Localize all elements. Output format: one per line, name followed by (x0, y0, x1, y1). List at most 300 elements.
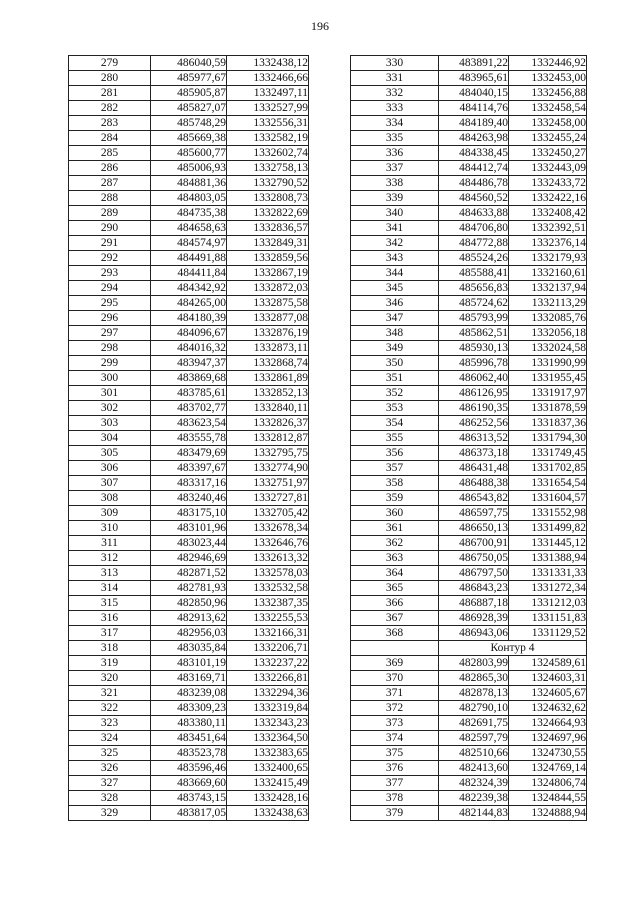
coordinate-y: 1332527,99 (227, 101, 309, 116)
coordinate-x: 482850,96 (151, 596, 227, 611)
coordinate-y: 1324589,61 (509, 656, 587, 671)
coordinate-x: 484263,98 (439, 131, 509, 146)
table-row (351, 461, 587, 476)
coordinate-x: 484114,76 (439, 101, 509, 116)
point-number: 357 (351, 461, 439, 476)
table-row (69, 146, 309, 161)
coordinate-x: 483451,64 (151, 731, 227, 746)
coordinate-y: 1332705,42 (227, 506, 309, 521)
coordinate-x: 484342,92 (151, 281, 227, 296)
coordinate-x: 486313,52 (439, 431, 509, 446)
coordinate-x: 483101,19 (151, 656, 227, 671)
coordinate-y: 1332836,57 (227, 221, 309, 236)
table-row (69, 296, 309, 311)
point-number: 325 (69, 746, 151, 761)
coordinate-x: 484560,52 (439, 191, 509, 206)
coordinate-x: 485905,87 (151, 86, 227, 101)
coordinate-x: 483869,68 (151, 371, 227, 386)
coordinate-y: 1324769,14 (509, 761, 587, 776)
coordinate-y: 1332294,36 (227, 686, 309, 701)
coordinate-y: 1331955,45 (509, 371, 587, 386)
coordinate-y: 1331212,03 (509, 596, 587, 611)
coordinate-x: 485793,99 (439, 311, 509, 326)
point-number: 306 (69, 461, 151, 476)
point-number: 347 (351, 311, 439, 326)
coordinate-y: 1332400,65 (227, 761, 309, 776)
table-row (69, 401, 309, 416)
point-number: 281 (69, 86, 151, 101)
table-row (69, 656, 309, 671)
coordinate-y: 1332868,74 (227, 356, 309, 371)
coordinate-y: 1331445,12 (509, 536, 587, 551)
point-number: 304 (69, 431, 151, 446)
coordinate-x: 484040,15 (439, 86, 509, 101)
coordinate-x: 482510,66 (439, 746, 509, 761)
point-number: 361 (351, 521, 439, 536)
table-row (351, 626, 587, 641)
coordinate-y: 1332867,19 (227, 266, 309, 281)
coordinate-y: 1331654,54 (509, 476, 587, 491)
coordinate-x: 485930,13 (439, 341, 509, 356)
point-number: 299 (69, 356, 151, 371)
point-number: 283 (69, 116, 151, 131)
point-number: 305 (69, 446, 151, 461)
coordinate-x: 486252,56 (439, 416, 509, 431)
table-row (351, 446, 587, 461)
table-row (69, 626, 309, 641)
coordinate-y: 1331388,94 (509, 551, 587, 566)
coordinate-x: 482691,75 (439, 716, 509, 731)
coordinate-x: 482946,69 (151, 551, 227, 566)
point-number: 327 (69, 776, 151, 791)
point-number: 311 (69, 536, 151, 551)
coordinate-x: 482871,52 (151, 566, 227, 581)
coordinate-x: 484265,00 (151, 296, 227, 311)
point-number: 285 (69, 146, 151, 161)
coordinate-x: 486887,18 (439, 596, 509, 611)
table-row (351, 56, 587, 71)
table-row (351, 266, 587, 281)
coordinate-y: 1332056,18 (509, 326, 587, 341)
coordinate-y: 1332849,31 (227, 236, 309, 251)
coordinate-y: 1332446,92 (509, 56, 587, 71)
point-number: 307 (69, 476, 151, 491)
point-number: 330 (351, 56, 439, 71)
coordinate-y: 1332364,50 (227, 731, 309, 746)
coordinate-y: 1324730,55 (509, 746, 587, 761)
coordinate-x: 484735,38 (151, 206, 227, 221)
table-row (69, 716, 309, 731)
coordinate-y: 1332343,23 (227, 716, 309, 731)
table-row (69, 806, 309, 821)
table-row (351, 176, 587, 191)
point-number: 322 (69, 701, 151, 716)
table-row (69, 416, 309, 431)
point-number: 328 (69, 791, 151, 806)
point-number: 359 (351, 491, 439, 506)
contour-header-row (351, 641, 587, 656)
point-number: 372 (351, 701, 439, 716)
coordinate-y: 1324632,62 (509, 701, 587, 716)
table-row (351, 86, 587, 101)
point-number: 368 (351, 626, 439, 641)
coordinate-x: 482597,79 (439, 731, 509, 746)
point-number: 349 (351, 341, 439, 356)
table-row (69, 341, 309, 356)
coordinate-x: 486597,75 (439, 506, 509, 521)
point-number: 346 (351, 296, 439, 311)
coordinate-x: 482239,38 (439, 791, 509, 806)
point-number: 348 (351, 326, 439, 341)
coordinate-y: 1332774,90 (227, 461, 309, 476)
coordinate-x: 484016,32 (151, 341, 227, 356)
coordinate-y: 1331990,99 (509, 356, 587, 371)
table-row (351, 656, 587, 671)
coordinate-x: 483169,71 (151, 671, 227, 686)
table-row (69, 101, 309, 116)
coordinate-y: 1332450,27 (509, 146, 587, 161)
point-number: 369 (351, 656, 439, 671)
point-number: 351 (351, 371, 439, 386)
point-number: 354 (351, 416, 439, 431)
point-number: 290 (69, 221, 151, 236)
table-row (69, 596, 309, 611)
point-number: 321 (69, 686, 151, 701)
point-number: 300 (69, 371, 151, 386)
coordinate-y: 1332466,66 (227, 71, 309, 86)
coordinate-x: 483965,61 (439, 71, 509, 86)
point-number: 308 (69, 491, 151, 506)
table-row (69, 551, 309, 566)
point-number: 296 (69, 311, 151, 326)
table-row (351, 761, 587, 776)
coordinate-x: 482803,99 (439, 656, 509, 671)
table-row (351, 236, 587, 251)
coordinate-x: 486126,95 (439, 386, 509, 401)
point-number: 279 (69, 56, 151, 71)
coordinate-y: 1332438,63 (227, 806, 309, 821)
coordinate-y: 1332613,32 (227, 551, 309, 566)
coordinate-x: 483239,08 (151, 686, 227, 701)
table-row (69, 731, 309, 746)
coordinate-x: 485006,93 (151, 161, 227, 176)
table-row (351, 251, 587, 266)
coordinate-x: 485748,29 (151, 116, 227, 131)
coordinate-x: 483596,46 (151, 761, 227, 776)
coordinate-x: 486700,91 (439, 536, 509, 551)
point-number: 340 (351, 206, 439, 221)
coordinate-x: 484574,97 (151, 236, 227, 251)
table-row (69, 236, 309, 251)
table-row (351, 101, 587, 116)
table-row (69, 116, 309, 131)
coordinate-x: 485669,38 (151, 131, 227, 146)
table-row (69, 386, 309, 401)
table-row (69, 641, 309, 656)
point-number: 366 (351, 596, 439, 611)
coordinate-y: 1332383,65 (227, 746, 309, 761)
point-number: 373 (351, 716, 439, 731)
table-row (351, 491, 587, 506)
coordinate-y: 1324664,93 (509, 716, 587, 731)
coordinate-y: 1324844,55 (509, 791, 587, 806)
coordinate-y: 1332872,03 (227, 281, 309, 296)
coordinate-x: 486062,40 (439, 371, 509, 386)
coordinate-x: 482781,93 (151, 581, 227, 596)
table-row (351, 161, 587, 176)
coordinate-y: 1331837,36 (509, 416, 587, 431)
coordinate-y: 1331151,83 (509, 611, 587, 626)
table-row (351, 686, 587, 701)
coordinate-x: 484338,45 (439, 146, 509, 161)
coordinate-y: 1332415,49 (227, 776, 309, 791)
coordinate-x: 483101,96 (151, 521, 227, 536)
table-row (351, 746, 587, 761)
table-row (69, 611, 309, 626)
point-number: 286 (69, 161, 151, 176)
coordinate-y: 1332840,11 (227, 401, 309, 416)
coordinate-x: 484658,63 (151, 221, 227, 236)
point-number: 358 (351, 476, 439, 491)
coordinate-y: 1332408,42 (509, 206, 587, 221)
coordinate-y: 1332875,58 (227, 296, 309, 311)
point-number: 334 (351, 116, 439, 131)
table-row (69, 56, 309, 71)
coordinate-x: 484772,88 (439, 236, 509, 251)
coordinate-y: 1332556,31 (227, 116, 309, 131)
coordinate-y: 1332206,71 (227, 641, 309, 656)
table-row (69, 176, 309, 191)
point-number: 293 (69, 266, 151, 281)
table-row (351, 611, 587, 626)
coordinate-y: 1332852,13 (227, 386, 309, 401)
coordinate-y: 1332266,81 (227, 671, 309, 686)
coordinate-x: 482865,30 (439, 671, 509, 686)
table-row (69, 701, 309, 716)
table-row (351, 326, 587, 341)
coordinate-y: 1332179,93 (509, 251, 587, 266)
coordinate-x: 483702,77 (151, 401, 227, 416)
point-number: 377 (351, 776, 439, 791)
table-row (69, 206, 309, 221)
coordinate-y: 1324888,94 (509, 806, 587, 821)
coordinate-y: 1332812,87 (227, 431, 309, 446)
point-number: 345 (351, 281, 439, 296)
table-row (69, 266, 309, 281)
table-row (69, 491, 309, 506)
point-number: 310 (69, 521, 151, 536)
point-number: 376 (351, 761, 439, 776)
coordinate-x: 483175,10 (151, 506, 227, 521)
point-number: 320 (69, 671, 151, 686)
coordinate-y: 1332532,58 (227, 581, 309, 596)
table-row (69, 746, 309, 761)
coordinate-y: 1332497,11 (227, 86, 309, 101)
coordinate-x: 482878,13 (439, 686, 509, 701)
coordinate-x: 484486,78 (439, 176, 509, 191)
table-row (351, 401, 587, 416)
coordinate-x: 483743,15 (151, 791, 227, 806)
table-row (351, 146, 587, 161)
coordinate-y: 1332160,61 (509, 266, 587, 281)
coordinate-x: 486943,06 (439, 626, 509, 641)
point-number: 312 (69, 551, 151, 566)
coordinate-x: 484633,88 (439, 206, 509, 221)
table-row (69, 671, 309, 686)
coordinate-y: 1332822,69 (227, 206, 309, 221)
coordinate-y: 1332438,12 (227, 56, 309, 71)
coordinate-x: 486431,48 (439, 461, 509, 476)
point-number: 367 (351, 611, 439, 626)
point-number: 339 (351, 191, 439, 206)
point-number: 292 (69, 251, 151, 266)
coordinate-x: 485724,62 (439, 296, 509, 311)
point-number: 363 (351, 551, 439, 566)
coordinate-y: 1332808,73 (227, 191, 309, 206)
coordinate-y: 1332455,24 (509, 131, 587, 146)
coordinate-y: 1332453,00 (509, 71, 587, 86)
coordinate-y: 1332646,76 (227, 536, 309, 551)
coordinate-y: 1332376,14 (509, 236, 587, 251)
coordinate-y: 1332255,53 (227, 611, 309, 626)
table-row (69, 581, 309, 596)
table-row (351, 536, 587, 551)
coordinate-y: 1332795,75 (227, 446, 309, 461)
coordinate-y: 1324605,67 (509, 686, 587, 701)
point-number: 360 (351, 506, 439, 521)
coordinate-x: 486373,18 (439, 446, 509, 461)
coordinate-x: 485996,78 (439, 356, 509, 371)
coordinate-x: 486543,82 (439, 491, 509, 506)
coordinate-y: 1332428,16 (227, 791, 309, 806)
table-row (351, 311, 587, 326)
coordinate-y: 1331552,98 (509, 506, 587, 521)
point-number: 335 (351, 131, 439, 146)
point-number: 309 (69, 506, 151, 521)
coordinate-x: 486928,39 (439, 611, 509, 626)
point-number: 282 (69, 101, 151, 116)
coordinate-y: 1332085,76 (509, 311, 587, 326)
point-number: 298 (69, 341, 151, 356)
coordinate-x: 484189,40 (439, 116, 509, 131)
table-row (351, 521, 587, 536)
table-row (69, 761, 309, 776)
table-row (69, 776, 309, 791)
coordinate-y: 1331499,82 (509, 521, 587, 536)
coordinate-y: 1332727,81 (227, 491, 309, 506)
table-row (351, 281, 587, 296)
coordinate-y: 1332387,35 (227, 596, 309, 611)
point-number: 337 (351, 161, 439, 176)
table-row (351, 371, 587, 386)
coordinate-x: 482144,83 (439, 806, 509, 821)
point-number: 341 (351, 221, 439, 236)
coordinate-y: 1331794,30 (509, 431, 587, 446)
point-number: 362 (351, 536, 439, 551)
point-number: 353 (351, 401, 439, 416)
table-row (351, 356, 587, 371)
coordinate-x: 483523,78 (151, 746, 227, 761)
table-row (69, 356, 309, 371)
point-number: 316 (69, 611, 151, 626)
point-number: 343 (351, 251, 439, 266)
table-row (351, 731, 587, 746)
coordinate-x: 486190,35 (439, 401, 509, 416)
coordinate-x: 484180,39 (151, 311, 227, 326)
coordinate-y: 1332861,89 (227, 371, 309, 386)
table-row (351, 806, 587, 821)
coordinate-y: 1332790,52 (227, 176, 309, 191)
table-row (69, 221, 309, 236)
table-row (351, 191, 587, 206)
coordinate-x: 483035,84 (151, 641, 227, 656)
table-row (351, 776, 587, 791)
coordinate-x: 484096,67 (151, 326, 227, 341)
point-number: 284 (69, 131, 151, 146)
table-row (69, 686, 309, 701)
coordinate-y: 1332678,34 (227, 521, 309, 536)
table-row (351, 581, 587, 596)
point-number: 303 (69, 416, 151, 431)
table-row (351, 596, 587, 611)
coordinate-y: 1331331,33 (509, 566, 587, 581)
point-number: 280 (69, 71, 151, 86)
point-number: 317 (69, 626, 151, 641)
coordinate-y: 1332458,54 (509, 101, 587, 116)
coordinate-y: 1332751,97 (227, 476, 309, 491)
coordinate-y: 1332758,13 (227, 161, 309, 176)
table-row (351, 671, 587, 686)
point-number: 324 (69, 731, 151, 746)
coordinate-x: 485588,41 (439, 266, 509, 281)
point-number: 344 (351, 266, 439, 281)
point-number: 336 (351, 146, 439, 161)
table-row (351, 131, 587, 146)
coordinate-x: 483023,44 (151, 536, 227, 551)
table-row (351, 566, 587, 581)
point-number: 365 (351, 581, 439, 596)
coordinate-y: 1332602,74 (227, 146, 309, 161)
table-row (69, 371, 309, 386)
coordinates-table-left (68, 55, 309, 821)
point-number: 364 (351, 566, 439, 581)
coordinate-x: 483479,69 (151, 446, 227, 461)
coordinate-x: 483623,54 (151, 416, 227, 431)
coordinate-x: 484491,88 (151, 251, 227, 266)
point-number: 287 (69, 176, 151, 191)
coordinate-y: 1332877,08 (227, 311, 309, 326)
point-number: 333 (351, 101, 439, 116)
coordinate-x: 486797,50 (439, 566, 509, 581)
coordinate-y: 1331272,34 (509, 581, 587, 596)
table-row (69, 86, 309, 101)
coordinate-x: 482956,03 (151, 626, 227, 641)
coordinate-x: 486488,38 (439, 476, 509, 491)
coordinate-x: 483669,60 (151, 776, 227, 791)
coordinate-x: 482413,60 (439, 761, 509, 776)
table-row (69, 536, 309, 551)
table-row (69, 461, 309, 476)
table-row (351, 551, 587, 566)
table-row (351, 476, 587, 491)
coordinate-y: 1332433,72 (509, 176, 587, 191)
point-number: 355 (351, 431, 439, 446)
table-row (351, 206, 587, 221)
coordinate-y: 1332859,56 (227, 251, 309, 266)
coordinate-x: 483240,46 (151, 491, 227, 506)
coordinate-y: 1331917,97 (509, 386, 587, 401)
table-row (69, 191, 309, 206)
